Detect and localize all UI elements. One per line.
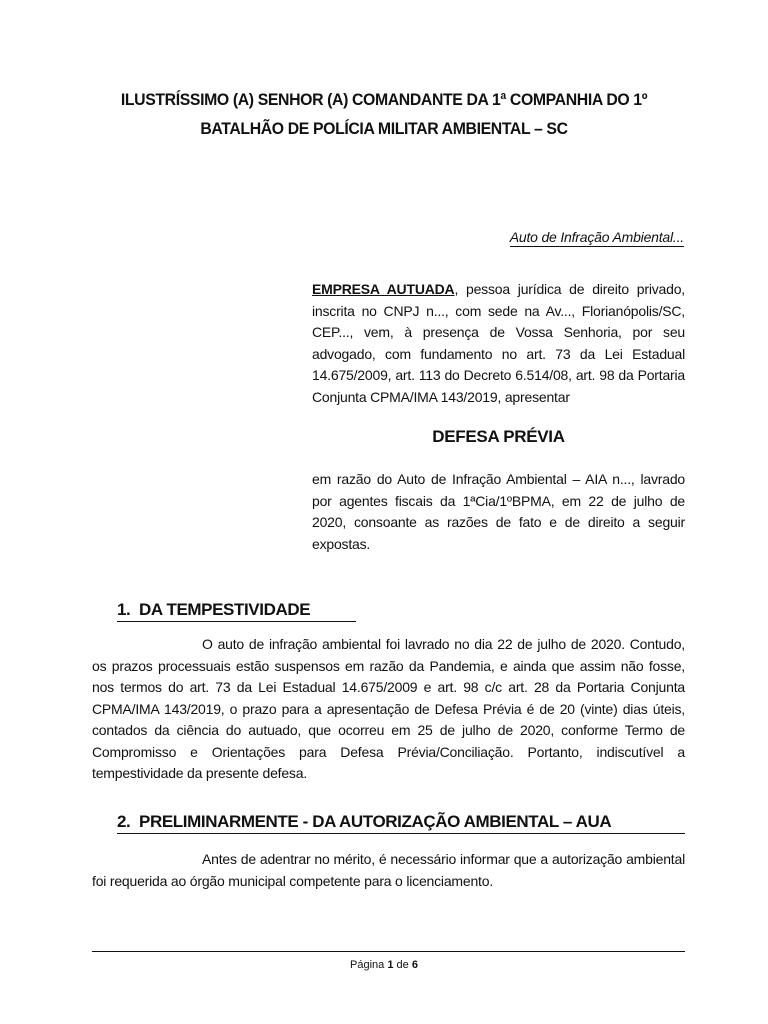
section-2-title: PRELIMINARMENTE - DA AUTORIZAÇÃO AMBIENTAL – AUA [139,812,612,831]
section-1-paragraph [92,634,685,785]
section-1-title: DA TEMPESTIVIDADE [139,600,311,619]
footer-rule [92,951,685,952]
section-2-text: Antes de adentrar no mérito, é necessário informar que a autorização ambiental foi requerida ao órgão municipal competente para o licenciamento. [92,851,685,889]
section-2-number: 2. [117,812,131,831]
addressee-line-1: ILUSTRÍSSIMO (A) SENHOR (A) COMANDANTE DA 1ª COMPANHIA DO 1º [120,90,648,109]
total-pages: 6 [411,959,418,971]
infraction-reference: Auto de Infração Ambiental... [509,229,684,245]
section-2-paragraph [92,849,685,892]
reason-paragraph: em razão do Auto de Infração Ambiental – AIA n..., lavrado por agentes fiscais da 1ªCia/1ºBPMA, em 22 de julho de 2020, consoante as razões de fato e de direito a seguir expostas. [312,471,685,552]
section-1-rule [117,621,356,622]
page-label: Página [350,959,385,971]
party-name: EMPRESA AUTUADA [312,281,455,297]
section-2-rule [117,833,685,834]
document-title: DEFESA PRÉVIA [432,427,565,446]
addressee-line-2: BATALHÃO DE POLÍCIA MILITAR AMBIENTAL – SC [200,119,568,138]
section-1-heading [117,600,310,620]
intro-text: , pessoa jurídica de direito privado, inscrita no CNPJ n..., com sede na Av..., Florianópolis/SC, CEP..., vem, à presença de Vossa Senhoria, por seu advogado, com fundamento no art. 73 da Lei Estadual 14.675/2009, art. 113 do Decreto 6.514/08, art. 98 da Portaria Conjunta CPMA/IMA 143/2019, apresentar [312,281,685,405]
page-number [0,959,768,971]
section-1-number: 1. [117,600,131,619]
section-2-heading [117,812,611,832]
intro-paragraph [312,279,685,408]
current-page: 1 [387,959,394,971]
section-1-text: O auto de infração ambiental foi lavrado no dia 22 de julho de 2020. Contudo, os prazos processuais estão suspensos em razão da Pandemia, e ainda que assim não fosse, nos termos do art. 73 da Lei Estadual 14.675/2009 e art. 98 c/c art. 28 da Portaria Conjunta CPMA/IMA 143/2019, o prazo para a apresentação de Defesa Prévia é de 20 (vinte) dias úteis, contados da ciência do autuado, que ocorreu em 25 de julho de 2020, conforme Termo de Compromisso e Orientações para Defesa Prévia/Conciliação. Portanto, indiscutível a tempestividade da presente defesa. [92,636,685,781]
of-label: de [396,959,409,971]
